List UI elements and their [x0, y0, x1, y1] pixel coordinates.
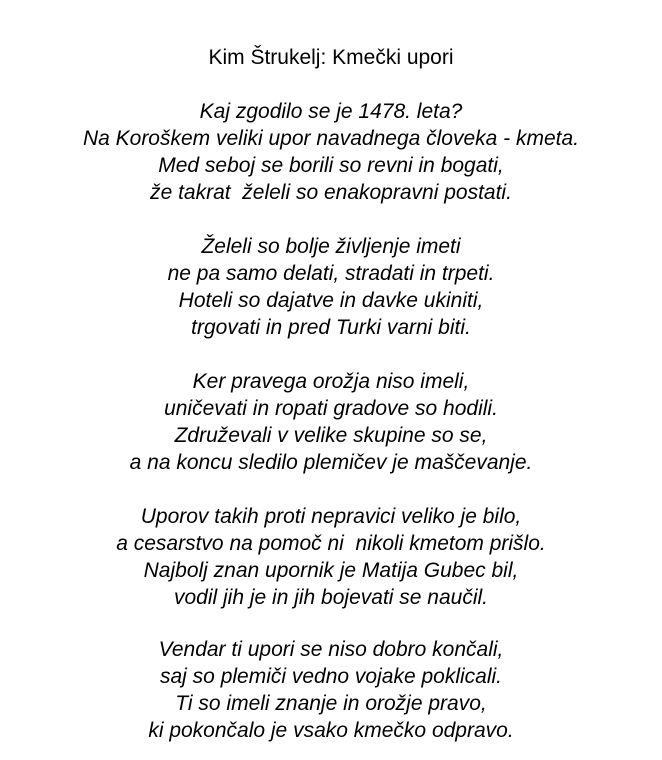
- verse-line: ne pa samo delati, stradati in trpeti.: [167, 262, 495, 285]
- verse-line: Hoteli so dajatve in davke ukiniti,: [178, 289, 484, 312]
- verse-line: Združevali v velike skupine so se,: [174, 424, 488, 447]
- verse-line: ki pokončalo je vsako kmečko odpravo.: [148, 719, 514, 742]
- stanza-3: [0, 368, 662, 476]
- verse-line: uničevati in ropati gradove so hodili.: [164, 397, 498, 420]
- verse-line: že takrat želeli so enakopravni postati.: [150, 181, 512, 204]
- stanza-2: [0, 233, 662, 341]
- verse-line: Med seboj se borili so revni in bogati,: [158, 154, 504, 177]
- verse-line: vodil jih je in jih bojevati se naučil.: [173, 586, 488, 609]
- verse-line: Na Koroškem veliki upor navadnega človeka - kmeta.: [82, 127, 580, 150]
- stanza-1: [0, 98, 662, 206]
- verse-line: Vendar ti upori se niso dobro končali,: [158, 638, 504, 661]
- verse-line: Najbolj znan upornik je Matija Gubec bil,: [143, 559, 519, 582]
- verse-line: saj so plemiči vedno vojake poklicali.: [160, 665, 502, 688]
- verse-line: Ker pravega orožja niso imeli,: [192, 370, 470, 393]
- verse-line: Želeli so bolje življenje imeti: [201, 235, 461, 258]
- poem-title: Kim Štrukelj: Kmečki upori: [208, 46, 454, 69]
- verse-line: Uporov takih proti nepravici veliko je bilo,: [140, 505, 522, 528]
- verse-line: Kaj zgodilo se je 1478. leta?: [199, 100, 463, 123]
- verse-line: a cesarstvo na pomoč ni nikoli kmetom prišlo.: [116, 532, 546, 555]
- stanza-5: [0, 636, 662, 744]
- stanza-4: [0, 503, 662, 611]
- verse-line: Ti so imeli znanje in orožje pravo,: [175, 692, 487, 715]
- verse-line: a na koncu sledilo plemičev je maščevanje.: [129, 451, 533, 474]
- verse-line: trgovati in pred Turki varni biti.: [191, 316, 471, 339]
